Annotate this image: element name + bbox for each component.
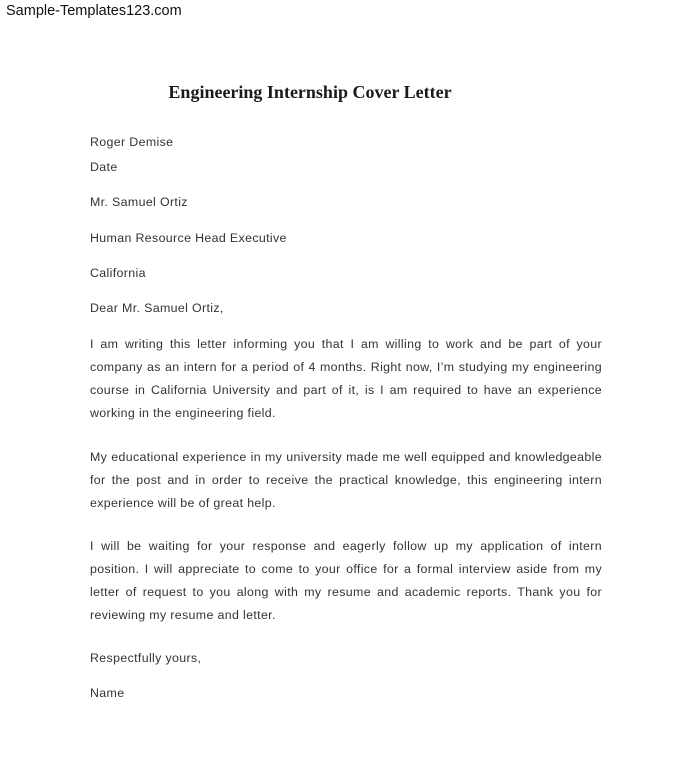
- site-watermark: Sample-Templates123.com: [6, 3, 182, 19]
- date-field: Date: [90, 160, 118, 174]
- document-title: Engineering Internship Cover Letter: [168, 82, 452, 102]
- paragraph-1: I am writing this letter informing you that I am willing to work and be part of your company as an intern for a period of 4 months. Right now, I’m studying my engineering course in California University and part of it, is I am required to have an experience working in the engineering field.: [90, 337, 602, 420]
- signature-name: Name: [90, 686, 125, 700]
- paragraph-3: I will be waiting for your response and eagerly follow up my application of intern position. I will appreciate to come to your office for a formal interview aside from my letter of request to you along with my resume and academic reports. Thank you for reviewing my resume and letter.: [90, 539, 602, 622]
- recipient-name: Mr. Samuel Ortiz: [90, 195, 188, 209]
- closing: Respectfully yours,: [90, 651, 202, 665]
- recipient-title: Human Resource Head Executive: [90, 231, 287, 245]
- recipient-location: California: [90, 266, 146, 280]
- sender-name: Roger Demise: [90, 135, 174, 149]
- paragraph-2: My educational experience in my university made me well equipped and knowledgeable for the post and in order to receive the practical knowledge, this engineering intern experience will be of great help.: [90, 450, 602, 510]
- salutation: Dear Mr. Samuel Ortiz,: [90, 301, 224, 315]
